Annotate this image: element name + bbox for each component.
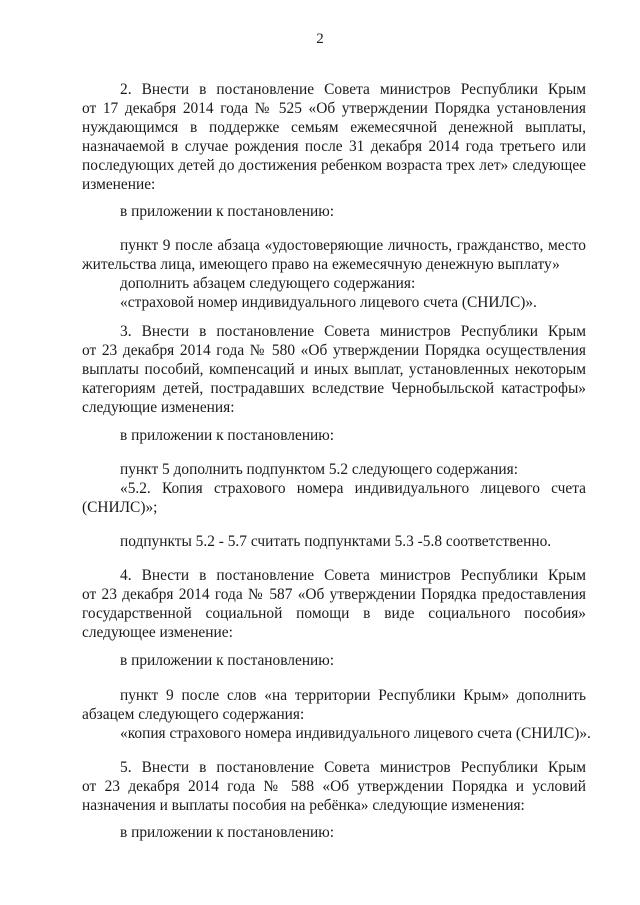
point-text-3: [82, 460, 586, 517]
quoted-text: «страховой номер индивидуального лицевого счета (СНИЛС)».: [120, 294, 537, 311]
text-line: нуждающимся в поддержке семьям ежемесячной денежной выплаты,: [82, 119, 586, 136]
text-line: следующее изменение:: [82, 624, 233, 641]
point-text-2: [82, 236, 586, 312]
appendix-note-3: [82, 426, 586, 445]
point-text-4: [82, 686, 591, 743]
text-line: пункт 9 после абзаца «удостоверяющие личность, гражданство, место: [120, 237, 586, 254]
renumber-note-3: [82, 532, 586, 551]
text-line: 5. Внести в постановление Совета министров Республики Крым: [120, 759, 586, 776]
text-line: от 23 декабря 2014 года № 580 «Об утверждении Порядка осуществления: [82, 342, 586, 359]
text-line: 2. Внести в постановление Совета министров Республики Крым: [120, 81, 586, 98]
paragraph-item-5: [82, 758, 586, 815]
text-line: 4. Внести в постановление Совета министров Республики Крым: [120, 567, 586, 584]
text-line: абзацем следующего содержания:: [82, 706, 305, 723]
text-line: от 23 декабря 2014 года № 587 «Об утверждении Порядка предоставления: [82, 586, 586, 603]
paragraph-item-3: [82, 322, 586, 417]
text-line: в приложении к постановлению:: [120, 203, 335, 220]
appendix-note-4: [82, 651, 586, 670]
text-line: назначаемой в случае рождения после 31 декабря 2014 года третьего или: [82, 138, 586, 155]
text-line: назначения и выплаты пособия на ребёнка» следующие изменения:: [82, 797, 525, 814]
text-line: от 23 декабря 2014 года № 588 «Об утверждении Порядка и условий: [82, 778, 586, 795]
text-line: в приложении к постановлению:: [120, 427, 335, 444]
text-line: выплаты пособий, компенсаций и иных выплат, установленных некоторым: [82, 361, 586, 378]
quoted-text: (СНИЛС)»;: [82, 499, 158, 516]
text-line: государственной социальной помощи в виде социального пособия»: [82, 605, 586, 622]
text-line: категориям детей, пострадавших вследствие Чернобыльской катастрофы»: [82, 380, 586, 397]
paragraph-item-2: [82, 80, 586, 194]
text-line: изменение:: [82, 176, 156, 193]
appendix-note-2: [82, 202, 586, 221]
text-line: дополнить абзацем следующего содержания:: [120, 275, 416, 292]
quoted-text: «5.2. Копия страхового номера индивидуального лицевого счета: [120, 480, 586, 497]
text-line: в приложении к постановлению:: [120, 652, 335, 669]
text-line: пункт 9 после слов «на территории Республики Крым» дополнить: [120, 687, 586, 704]
paragraph-item-4: [82, 566, 586, 642]
text-line: от 17 декабря 2014 года № 525 «Об утверждении Порядка установления: [82, 100, 586, 117]
text-line: последующих детей до достижения ребенком возраста трех лет» следующее: [82, 157, 586, 174]
quoted-text: «копия страхового номера индивидуального лицевого счета (СНИЛС)».: [120, 725, 591, 742]
text-line: подпункты 5.2 - 5.7 считать подпунктами 5.3 -5.8 соответственно.: [120, 533, 552, 550]
text-line: в приложении к постановлению:: [120, 824, 335, 841]
text-line: 3. Внести в постановление Совета министров Республики Крым: [120, 323, 586, 340]
appendix-note-5: [82, 823, 586, 842]
text-line: следующие изменения:: [82, 399, 235, 416]
text-line: пункт 5 дополнить подпунктом 5.2 следующего содержания:: [120, 461, 518, 478]
page-number: 2: [316, 31, 324, 47]
text-line: жительства лица, имеющего право на ежемесячную денежную выплату»: [82, 256, 560, 273]
